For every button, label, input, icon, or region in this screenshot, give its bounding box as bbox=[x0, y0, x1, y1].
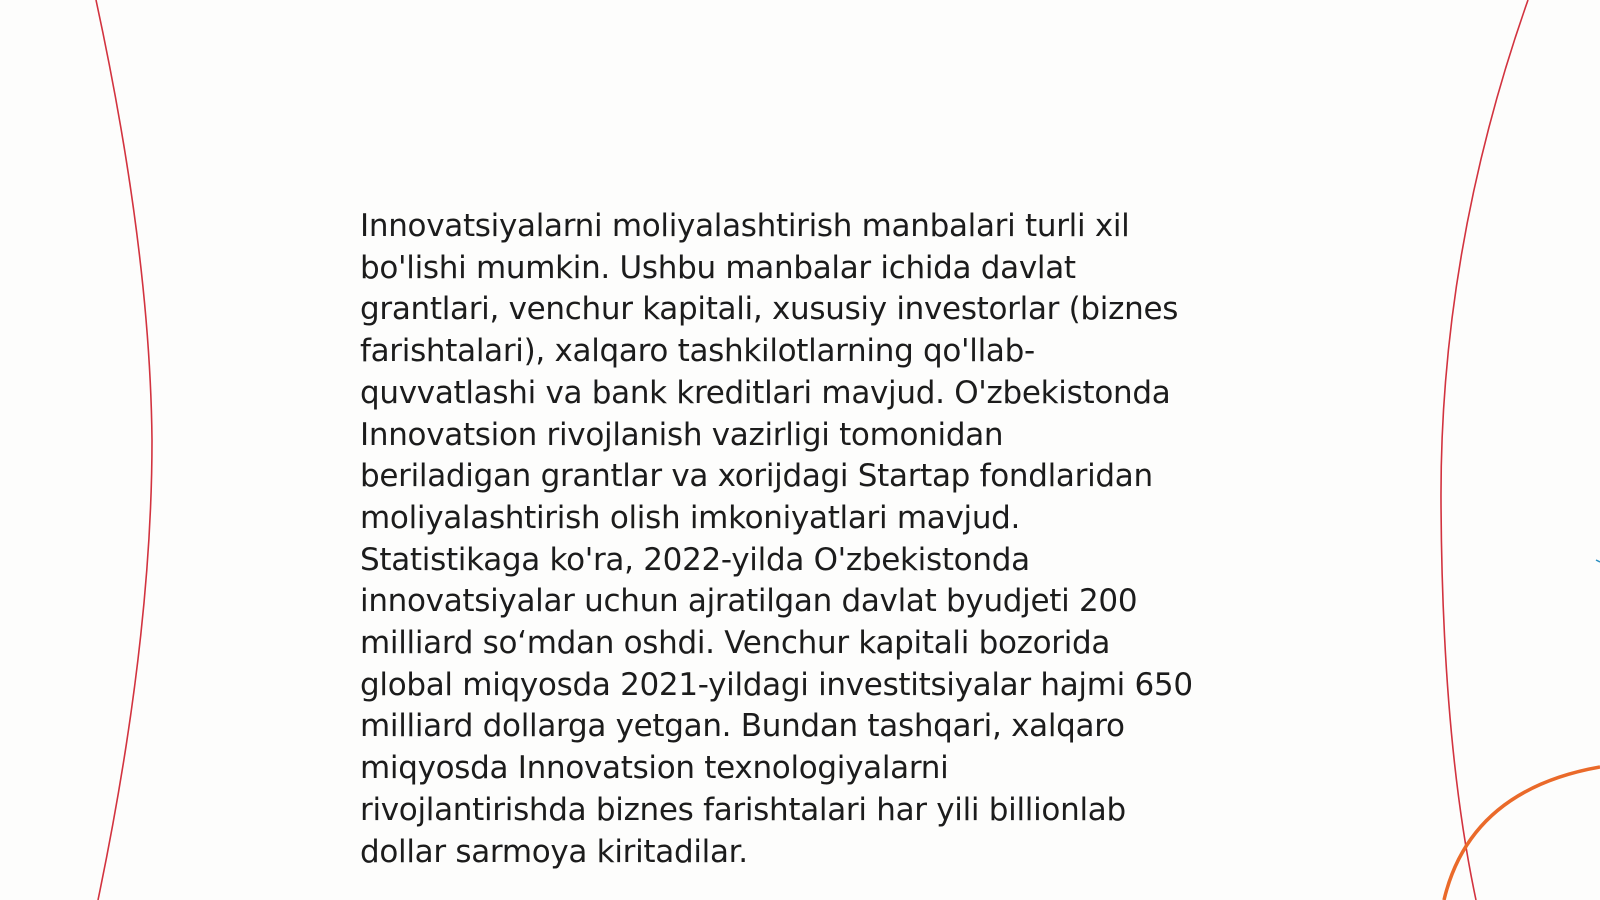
accent-arc bbox=[1444, 767, 1600, 900]
left-curve-line bbox=[96, 0, 152, 900]
right-curve-line bbox=[1441, 0, 1528, 900]
slide-body-text: Innovatsiyalarni moliyalashtirish manbalari turli xil bo'lishi mumkin. Ushbu manbalar ichida davlat grantlari, venchur kapitali, xususiy investorlar (biznes farishtalari), xalqaro tashkilotlarning qo'llab- quvvatlashi va bank kreditlari mavjud. O'zbekistonda Innovatsion rivojlanish vazirligi tomonidan beriladigan grantlar va xorijdagi Startap fondlaridan moliyalashtirish olish imkoniyatlari mavjud. Statistikaga ko'ra, 2022-yilda O'zbekistonda innovatsiyalar uchun ajratilgan davlat byudjeti 200 milliard so‘mdan oshdi. Venchur kapitali bozorida global miqyosda 2021-yildagi investitsiyalar hajmi 650 milliard dollarga yetgan. Bundan tashqari, xalqaro miqyosda Innovatsion texnologiyalarni rivojlantirishda biznes farishtalari har yili billionlab dollar sarmoya kiritadilar. bbox=[360, 208, 1193, 870]
accent-tick bbox=[1596, 560, 1600, 562]
